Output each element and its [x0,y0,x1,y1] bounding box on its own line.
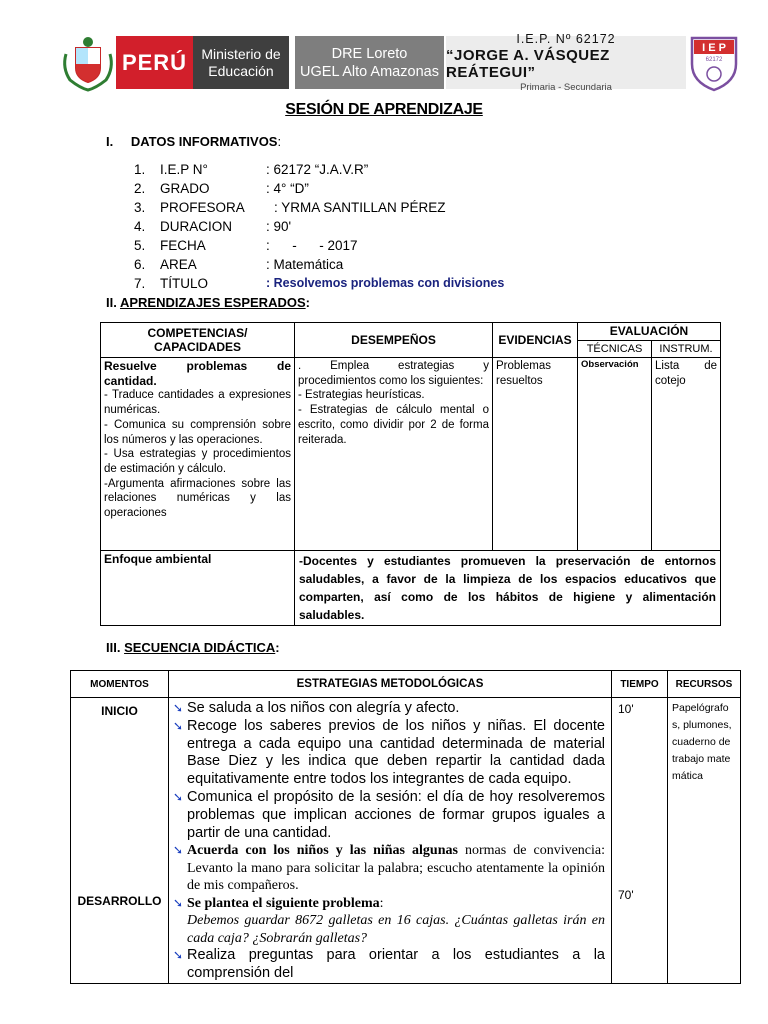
info-value: : 90' [266,219,292,234]
ministry-line-1: Ministerio de [201,45,281,62]
strategy-text: Se saluda a los niños con alegría y afecto. [187,700,460,716]
header-instrumento: INSTRUM. [652,340,721,358]
school-number: I.E.P. Nº 62172 [516,32,616,46]
desempeno-item: - Estrategias heurísticas. [298,389,425,402]
strategy-text: Recoge los saberes previos de los niños y niñas. El docente entrega a cada equipo una cantidad determinada de material Base Diez y les indica que deben repartir la cantidad dada equitativamente entre todos los integrantes de cada equipo. [187,717,605,788]
crest-text: I E P [702,42,726,54]
section-2-suffix: : [305,295,310,310]
strategy-item [173,789,605,842]
info-number: 2. [134,181,146,196]
section-2-heading [106,295,310,310]
instrumento-cell: Lista de cotejo [652,358,721,551]
recursos-cell: Papelógrafos, plumones, cuaderno de trabajo matemática [668,698,741,984]
section-3-suffix: : [275,640,280,655]
strategy-bold: Se plantea el siguiente problema [187,895,380,911]
competencias-cell [101,358,295,551]
dre-line-2: UGEL Alto Amazonas [300,63,439,80]
didactic-sequence-table [70,670,741,984]
peru-coat-of-arms-icon [60,34,116,92]
strategy-bold: Acuerda con los niños y las niñas algunas [187,843,458,859]
info-label: FECHA [160,238,206,253]
strategy-item [173,700,605,718]
header-momentos: MOMENTOS [71,671,169,698]
info-number: 7. [134,276,146,291]
info-row [0,255,768,274]
strategy-item [173,947,605,983]
strategy-text: Comunica el propósito de la sesión: el día de hoy resolveremos problemas que implican acciones de formar grupos iguales a partir de una cantidad. [187,788,605,841]
desempenos-cell [295,358,493,551]
tiempo-inicio: 10' [618,702,634,716]
enfoque-text: -Docentes y estudiantes promueven la preservación de entornos saludables, a favor de la limpieza de los espacios educativos que comparten, así como de los hábitos de higiene y alimentación saludables. [295,551,721,626]
problem-statement: Debemos guardar 8672 galletas en 16 cajas. ¿Cuántas galletas irán en cada caja? ¿Sobrarán galletas? [187,913,605,946]
tecnicas-cell: Observación [578,358,652,551]
capacidad-item: - Traduce cantidades a expresiones numéricas. [104,389,291,417]
info-number: 4. [134,219,146,234]
info-number: 1. [134,162,146,177]
info-label: GRADO [160,181,210,196]
header-desempenos: DESEMPEÑOS [295,323,493,358]
moment-inicio: INICIO [101,704,138,718]
info-number: 6. [134,257,146,272]
info-row [0,236,768,255]
strategy-item [173,842,605,895]
school-crest-icon [688,34,740,92]
dre-ugel-banner [295,36,444,89]
evidencias-cell: Problemas resueltos [493,358,578,551]
bullet-arrow-icon: ➘ [173,843,184,858]
info-value-title: : Resolvemos problemas con divisiones [266,276,505,290]
school-name: “JORGE A. VÁSQUEZ REÁTEGUI” [446,47,610,81]
capacidad-item: - Comunica su comprensión sobre los números y las operaciones. [104,418,291,446]
info-row [0,160,768,179]
strategy-colon: : [379,895,384,911]
header-estrategias: ESTRATEGIAS METODOLÓGICAS [169,671,612,698]
header-tecnicas: TÉCNICAS [578,340,652,358]
section-3-heading [106,640,280,655]
desempeno-item: - Estrategias de cálculo mental o escrito, como dividir por 2 de forma reiterada. [298,404,489,446]
section-1-suffix: : [277,134,282,149]
bullet-arrow-icon: ➘ [173,789,184,804]
tiempo-cell [612,698,668,984]
info-row [0,217,768,236]
section-3-number: III. [106,640,121,655]
header-evaluacion: EVALUACIÓN [578,323,721,341]
tiempo-desarrollo: 70' [618,888,634,902]
strategy-text: Realiza preguntas para orientar a los estudiantes a la comprensión del [187,947,605,982]
info-row [0,274,768,293]
learning-outcomes-table [100,322,721,626]
info-value: : Matemática [266,257,344,272]
strategy-item [173,895,605,948]
competencia-title: Resuelve problemas de cantidad. [104,359,291,388]
info-value: : YRMA SANTILLAN PÉREZ [274,200,446,215]
info-value: : 62172 “J.A.V.R” [266,162,369,177]
momentos-cell [71,698,169,984]
desempeno-item: . Emplea estrategias y procedimientos como los siguientes: [298,360,489,387]
info-label: TÍTULO [160,276,209,291]
section-1-number: I. [106,134,114,149]
crest-sub: 62172 [705,57,723,63]
header-evidencias: EVIDENCIAS [493,323,578,358]
bullet-arrow-icon: ➘ [173,948,184,963]
ministry-logo [193,36,289,89]
bullet-arrow-icon: ➘ [173,701,184,715]
capacidad-item: -Argumenta afirmaciones sobre las relaciones numéricas y las operaciones [104,477,291,520]
section-3-title: SECUENCIA DIDÁCTICA [124,640,276,655]
bullet-arrow-icon: ➘ [173,718,184,733]
strategy-text: normas de convivencia: Levanto la mano para solicitar la palabra; escucho atentamente la opinión de mis compañeros. [187,843,605,894]
info-label: AREA [160,257,197,272]
header-competencias: COMPETENCIAS/ CAPACIDADES [101,323,295,358]
bullet-arrow-icon: ➘ [173,895,184,910]
info-number: 3. [134,200,146,215]
ministry-line-2: Educación [208,62,274,79]
section-1-title: DATOS INFORMATIVOS [130,134,278,149]
section-1-heading [106,134,281,149]
info-label: DURACION [160,219,233,234]
peru-logo [116,36,193,89]
info-number: 5. [134,238,146,253]
enfoque-label: Enfoque ambiental [101,551,295,626]
info-row [0,179,768,198]
info-list [0,160,768,293]
strategy-item [173,718,605,789]
header-tiempo: TIEMPO [612,671,668,698]
capacidad-item: - Usa estrategias y procedimientos de estimación y cálculo. [104,448,291,475]
peru-label: PERÚ [121,49,188,75]
section-2-number: II. [106,295,117,310]
info-value: : - - 2017 [266,238,358,253]
moment-desarrollo: DESARROLLO [77,894,162,908]
dre-line-1: DRE Loreto [331,45,408,62]
estrategias-cell [169,698,612,984]
header-recursos: RECURSOS [668,671,741,698]
school-banner [446,32,686,93]
page-title: SESIÓN DE APRENDIZAJE [285,101,483,118]
info-label: PROFESORA [160,200,245,215]
info-value: : 4° “D” [266,181,309,196]
info-row [0,198,768,217]
info-label: I.E.P N° [160,162,208,177]
school-levels: Primaria - Secundaria [520,82,612,93]
section-2-title: APRENDIZAJES ESPERADOS [119,295,306,310]
